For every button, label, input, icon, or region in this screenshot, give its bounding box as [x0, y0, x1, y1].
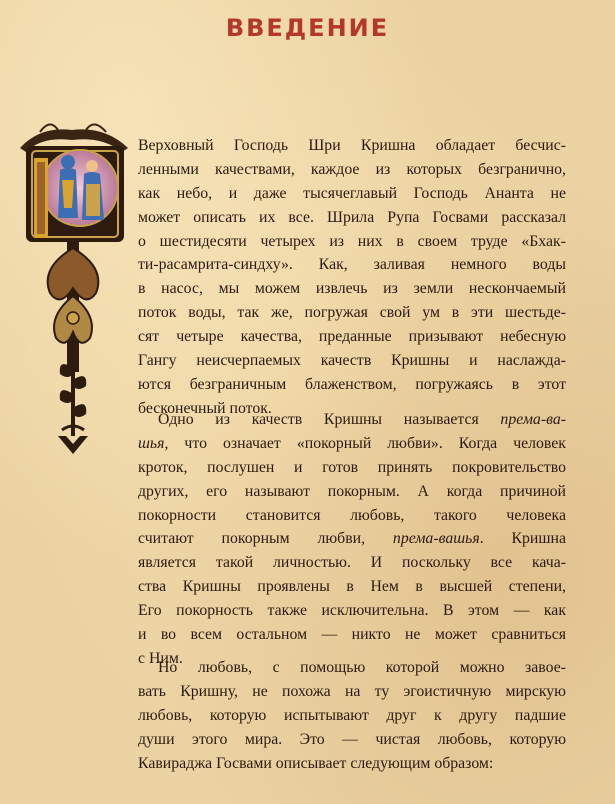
paragraph2-line: [138, 551, 566, 575]
paragraph2-line: [138, 527, 566, 551]
paragraph1-line: ленными качествами, каждое из которых безгранично,: [138, 160, 566, 178]
paragraph3-line: души этого мира. Это — чистая любовь, которую: [138, 730, 566, 748]
text-segment: является такой личностью. И поскольку все кача-: [138, 554, 566, 572]
paragraph1-line: Гангу неисчерпаемых качеств Кришны и наслажда-: [138, 352, 566, 370]
text-segment: , что означает «покорный любви». Когда человек: [164, 434, 566, 452]
chapter-title: ВВЕДЕНИЕ: [225, 14, 390, 42]
paragraph3-line: вать Кришну, не похожа на ту эгоистичную мирскую: [138, 682, 566, 700]
paragraph1-line: бесконечный поток.: [138, 399, 272, 417]
paragraph1-line: как небо, и даже тысячеглавый Господь Ананта не: [138, 184, 566, 202]
paragraph-3: [138, 656, 566, 775]
text-segment: с Ним.: [138, 649, 183, 667]
paragraph2-line: [138, 575, 566, 599]
paragraph1-line: о шестидесяти четырех из них в своем труде «Бхак-: [138, 232, 566, 250]
paragraph1-line: в насос, мы можем извлечь из земли нескончаемый: [138, 280, 566, 298]
paragraph2-line: [138, 480, 566, 504]
italic-term: шья: [138, 434, 165, 452]
paragraph2-line: [138, 504, 566, 528]
paragraph1-line: Верховный Господь Шри Кришна обладает бесчис-: [138, 137, 566, 154]
paragraph1-line: ются безграничным блаженством, погружаясь в этот: [138, 375, 566, 393]
paragraph2-line: [138, 623, 566, 647]
decorative-initial-illustration: [10, 118, 135, 463]
italic-term: према-вашья: [392, 530, 480, 548]
paragraph1-line: ти-расамрита-синдху». Как, заливая немного воды: [138, 256, 566, 274]
paragraph2-line: [138, 599, 566, 623]
text-segment: ства Кришны проявлены в Нем в высшей степени,: [138, 578, 566, 596]
italic-term: према-ва-: [500, 411, 566, 428]
paragraph1-line: сят четыре качества, преданные призывают небесную: [138, 328, 566, 346]
text-segment: других, его называют покорным. А когда причиной: [138, 482, 566, 500]
text-segment: считают покорным любви,: [138, 530, 393, 548]
paragraph2-line: [138, 456, 566, 480]
paragraph2-line: [138, 432, 566, 456]
text-segment: покорности становится любовь, такого человека: [138, 506, 566, 524]
paragraph2-line: [138, 408, 566, 432]
paragraph-2: [138, 408, 566, 671]
text-segment: Его покорность также исключительна. В этом — как: [138, 602, 566, 620]
text-segment: . Кришна: [479, 530, 566, 548]
text-segment: кроток, послушен и готов принять покровительство: [138, 458, 566, 476]
paragraph1-line: поток воды, так же, погружая свой ум в эти шестьде-: [138, 304, 566, 322]
text-segment: и во всем остальном — никто не может сравниться: [138, 626, 566, 644]
paragraph-1: [138, 134, 566, 421]
text-segment: Одно из качеств Кришны называется: [158, 411, 501, 428]
paragraph3-line: любовь, которую испытывают друг к другу падшие: [138, 706, 566, 724]
paragraph3-line: Но любовь, с помощью которой можно завое-: [158, 659, 566, 676]
paragraph3-line: Кавираджа Госвами описывает следующим образом:: [138, 754, 494, 772]
paragraph1-line: может описать их все. Шрила Рупа Госвами рассказал: [138, 208, 566, 226]
